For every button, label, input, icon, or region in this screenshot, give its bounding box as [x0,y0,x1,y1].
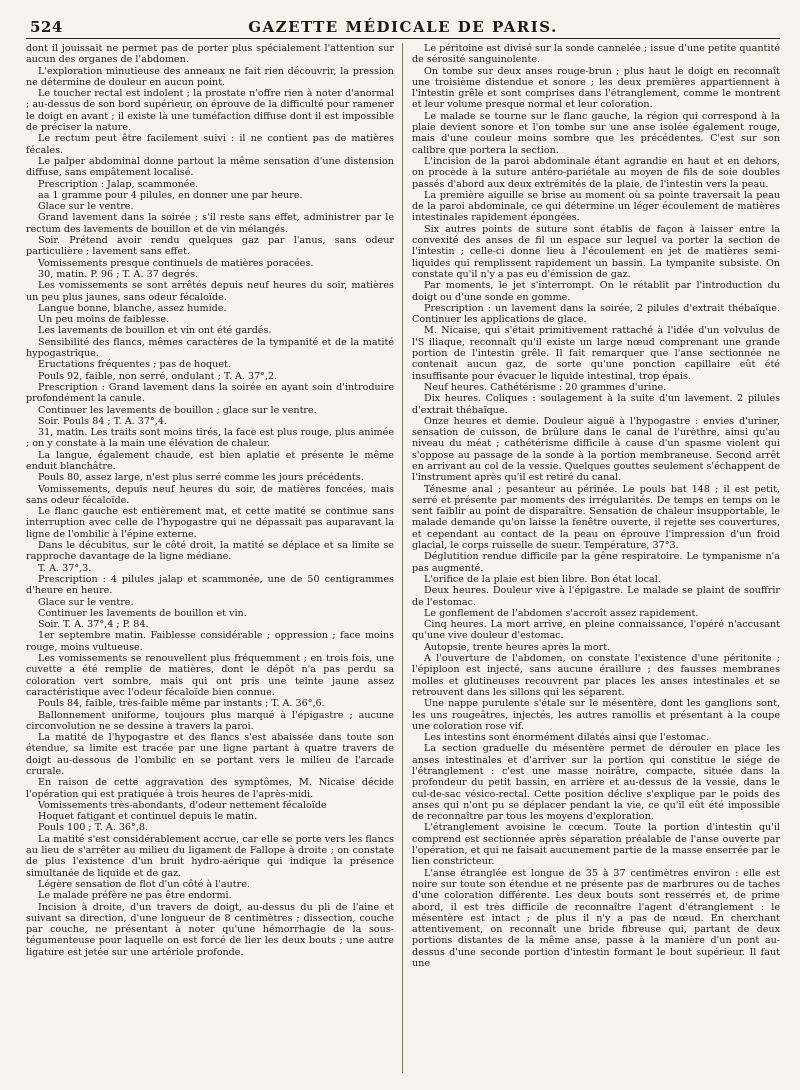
paragraph: Les vomissements se renouvellent plus fréquemment ; en trois fois, une cuvette a été remplie de matières, dont le dépôt n'a pas perdu sa coloration vert sombre, mais qui ont pris une teinte jaune assez caractéristique avec l'odeur fécaloïde bien connue. [26,653,394,698]
paragraph: Pouls 80, assez large, n'est plus serré comme les jours précédents. [38,472,364,484]
paragraph: Hoquet fatigant et continuel depuis le matin. [38,811,258,823]
paragraph: dont il jouissait ne permet pas de porter plus spécialement l'attention sur aucun des organes de l'abdomen. [26,43,394,66]
paragraph: Eructations fréquentes ; pas de hoquet. [38,359,231,371]
paragraph: T. A. 37°,3. [38,562,92,574]
paragraph: Langue bonne, blanche, assez humide. [38,302,227,314]
right-column [403,43,780,1073]
paragraph: Une nappe purulente s'étale sur le mésentère, dont les ganglions sont, les uns rougeâtres, injectés, les autres ramollis et présentant à la coupe une coloration rose vif. [412,698,780,732]
paragraph: Les vomissements se sont arrêtés depuis neuf heures du soir, matières un peu plus jaunes, sans odeur fécaloïde. [26,280,394,303]
paragraph: La section graduelle du mésentère permet de dérouler en place les anses intestinales et d'arriver sur la portion qui constitue le siége de l'étranglement : c'est une masse noirâtre, compacte, située dans la profondeur du petit bassin, en arrière et au-dessus de la vessie, dans le cul-de-sac vésico-rectal. Cette position déclive s'explique par le poids des anses qui n'ont pu se déplacer pendant la vie, ce qu'il eût été impossible de reconnaître par tous les moyens d'exploration. [412,743,780,823]
paragraph: Deux heures. Douleur vive à l'épigastre. Le malade se plaint de souffrir de l'estomac. [412,585,780,608]
paragraph: On tombe sur deux anses rouge-brun ; plus haut le doigt en reconnaît une troisième distendue et sonore ; les deux premières appartiennent à l'intestin grêle et sont comprises dans l'étranglement, comme le montrent et leur volume presque normal et leur coloration. [412,65,780,111]
paragraph: Le malade se tourne sur le flanc gauche, la région qui correspond à la plaie devient sonore et l'on tombe sur une anse isolée également rouge, mais d'une couleur moins sombre que les précédentes. C'est sur son calibre que portera la section. [412,110,780,156]
paragraph: Le péritoine est divisé sur la sonde cannelée ; issue d'une petite quantité de sérosité sanguinolente. [412,43,780,66]
paragraph: Incision à droite, d'un travers de doigt, au-dessus du pli de l'aine et suivant sa direction, d'une longueur de 8 centimètres ; dissection, couche par couche, ne présentant à noter qu'une hémorrhagie de la sous-tégumenteuse pour laquelle on est forcé de lier les deux bouts ; une autre ligature est jetée sur une artériole profonde. [26,901,394,958]
paragraph: Par moments, le jet s'interrompt. On le rétablit par l'introduction du doigt ou d'une sonde en gomme. [412,280,780,303]
paragraph: Prescription : Jalap, scammonée. [38,178,199,190]
paragraph: Prescription : Grand lavement dans la soirée en ayant soin d'introduire profondément la canule. [26,381,394,405]
text-columns [26,43,780,1073]
running-title: GAZETTE MÉDICALE DE PARIS. [248,18,558,36]
paragraph: Grand lavement dans la soirée ; s'il reste sans effet, administrer par le rectum des lavements de bouillon et de vin mélangés. [26,212,394,235]
paragraph: Continuer les lavements de bouillon et vin. [38,607,247,619]
page-number: 524 [30,18,63,36]
paragraph: La matité de l'hypogastre et des flancs s'est abaissée dans toute son étendue, sa limite est tracée par une ligne partant à quatre travers de doigt au-dessous de l'ombilic en se portant vers le milieu de l'arcade crurale. [26,732,394,777]
paragraph: Vomissements, depuis neuf heures du soir, de matières foncées, mais sans odeur fécaloïde. [26,483,394,506]
paragraph: Autopsie, trente heures après la mort. [424,641,611,653]
paragraph: Pouls 92, faible, non serré, ondulant ; T. A. 37°,2. [38,370,278,382]
paragraph: 31, matin. Les traits sont moins tirés, la face est plus rouge, plus animée ; on y constate à la main une élévation de chaleur. [26,427,394,450]
paragraph: Le flanc gauche est entièrement mat, et cette matité se continue sans interruption avec celle de l'hypogastre qui ne dépassait pas auparavant la ligne de l'ombilic à l'épine externe. [26,506,394,540]
paragraph: En raison de cette aggravation des symptômes, M. Nicaise décide l'opération qui est pratiquée à trois heures de l'après-midi. [26,777,394,800]
paragraph: Continuer les lavements de bouillon ; glace sur le ventre. [38,404,317,416]
paragraph: La langue, également chaude, est bien aplatie et présente le même enduit blanchâtre. [26,449,394,472]
paragraph: Un peu moins de faiblesse. [38,314,170,326]
paragraph: Prescription : 4 pilules jalap et scammonée, une de 50 centigrammes d'heure en heure. [26,573,394,597]
paragraph: Sensibilité des flancs, mêmes caractères de la tympanité et de la matité hypogastrique. [26,336,394,360]
left-column [26,43,403,1073]
paragraph: Le rectum peut être facilement suivi : il ne contient pas de matières fécales. [26,133,394,156]
paragraph: Les intestins sont énormément dilatés ainsi que l'estomac. [424,732,710,744]
paragraph: M. Nicaise, qui s'était primitivement rattaché à l'idée d'un volvulus de l'S iliaque, reconnaît qu'il existe un large nœud comprenant une grande portion de l'intestin grêle. Il fait remarquer que l'anse sectionnée ne contenait aucun gaz, de sorte qu'une ponction capillaire eût été insuffisante pour évacuer le liquide intestinal, trop épais. [412,325,780,382]
paragraph: aa 1 gramme pour 4 pilules, en donner une par heure. [38,189,303,201]
paragraph: Le malade préfère ne pas être endormi. [38,890,232,902]
paragraph: L'étranglement avoisine le cœcum. Toute la portion d'intestin qu'il comprend est sectionnée après séparation préalable de l'anse ouverte par l'opération, et qui ne faisait aucunement partie de la masse enserrée par le lien constricteur. [412,822,780,868]
paragraph: La matité s'est considérablement accrue, car elle se porte vers les flancs au lieu de s'arrêter au milieu du ligament de Fallope à droite ; on constate de plus l'existence d'un bruit hydro-aérique qui indique la présence simultanée de liquide et de gaz. [26,833,394,879]
paragraph: L'exploration minutieuse des anneaux ne fait rien découvrir, la pression ne détermine de douleur en aucun point. [26,65,394,88]
paragraph: Pouls 100 ; T. A. 36°,8. [38,822,149,834]
paragraph: Soir. Pouls 84 ; T. A. 37°,4. [38,415,167,427]
paragraph: Glace sur le ventre. [38,596,134,608]
paragraph: Prescription : un lavement dans la soirée, 2 pilules d'extrait thébaïque. Continuer les applications de glace. [412,302,780,326]
paragraph: Déglutition rendue difficile par la gêne respiratoire. Le tympanisme n'a pas augmenté. [412,551,780,574]
paragraph: La première aiguille se brise au moment où sa pointe traversait la peau de la paroi abdominale, ce qui détermine un léger écoulement de matières intestinales rapidement épongées. [412,189,780,224]
paragraph: Dans le décubitus, sur le côté droit, la matité se déplace et sa limite se rapproche davantage de la ligne médiane. [26,540,394,563]
paragraph: L'incision de la paroi abdominale étant agrandie en haut et en dehors, on procède à la suture antéro-pariétale au moyen de fils de soie doubles passés d'abord aux deux extrémités de la plaie, de l'intestin vers la peau. [412,155,780,190]
paragraph: Le toucher rectal est indolent ; la prostate n'offre rien à noter d'anormal ; au-dessus de son bord supérieur, on éprouve de la difficulté pour ramener le doigt en avant ; il existe là une tuméfaction diffuse dont il est impossible de préciser la nature. [26,88,394,134]
page-header [26,12,780,39]
paragraph: L'orifice de la plaie est bien libre. Bon état local. [424,573,661,585]
paragraph: Onze heures et demie. Douleur aiguë à l'hypogastre : envies d'uriner, sensation de cuisson, de brûlure dans le canal de l'urèthre, ainsi qu'au niveau du méat ; cathétérisme difficile à cause d'un spasme violent qui s'oppose au passage de la sonde à la portion membraneuse. Second arrêt en arrivant au col de la vessie. Quelques gouttes seulement s'échappent de l'instrument après qu'il est retiré du canal. [412,415,780,484]
paragraph: Glace sur le ventre. [38,201,134,213]
paragraph: Neuf heures. Cathétérisme : 20 grammes d'urine. [424,381,667,393]
paragraph: Vomissements très-abondants, d'odeur nettement fécaloïde [38,799,327,811]
paragraph: Cinq heures. La mort arrive, en pleine connaissance, l'opéré n'accusant qu'une vive douleur d'estomac. [412,619,780,642]
paragraph: Vomissements presque continuels de matières poracées. [38,257,314,269]
paragraph: Les lavements de bouillon et vin ont été gardés. [38,325,272,337]
paragraph: Pouls 84, faible, très-faible même par instants ; T. A. 36°,6. [38,698,325,710]
paragraph: Légère sensation de flot d'un côté à l'autre. [38,878,250,890]
paragraph: 30, matin. P. 96 ; T. A. 37 degrés. [38,268,199,280]
paragraph: L'anse étranglée est longue de 35 à 37 centimètres environ : elle est noire sur toute son étendue et ne présente pas de marbrures ou de taches d'une coloration différente. Les deux bouts sont resserrés et, de prime abord, il est très difficile de reconnaître l'agent d'étranglement : le mésentère est intact ; de plus il n'y a pas de nœud. En cherchant attentivement, on reconnaît une bride fibreuse qui, partant de deux portions distantes de la même anse, passe à la manière d'un pont au-dessus d'une seconde portion d'intestin formant le bout supérieur. Il faut une [412,867,780,970]
paragraph: A l'ouverture de l'abdomen, on constate l'existence d'une péritonite ; l'épiploon est injecté, sans aucune éraillure ; des fausses membranes molles et glutineuses recouvrent par places les anses intestinales et se retrouvent dans les sillons qui les séparent. [412,653,780,698]
paragraph: Dix heures. Coliques : soulagement à la suite d'un lavement. 2 pilules d'extrait thébaïque. [412,393,780,416]
paragraph: Soir. T. A. 37°,4 ; P. 84. [38,619,149,631]
paragraph: Le palper abdominal donne partout la même sensation d'une distension diffuse, sans empâtement localisé. [26,155,394,179]
paragraph: Le gonflement de l'abdomen s'accroît assez rapidement. [424,607,699,619]
paragraph: Soir. Prétend avoir rendu quelques gaz par l'anus, sans odeur particulière ; lavement sans effet. [26,235,394,258]
paragraph: 1er septembre matin. Faiblesse considérable ; oppression ; face moins rouge, moins vultueuse. [26,630,394,653]
paragraph: Ballonnement uniforme, toujours plus marqué à l'épigastre ; aucune circonvolution ne se dessine à travers la paroi. [26,709,394,732]
paragraph: Ténesme anal ; pesanteur au périnée. Le pouls bat 148 ; il est petit, serré et présente par moments des irrégularités. De temps en temps on le sent faiblir au point de disparaître. Sensation de chaleur insupportable, le malade demande qu'on laisse la fenêtre ouverte, il rejette ses couvertures, et cependant au contact de la peau on éprouve l'impression d'un froid glacial, le corps ruisselle de sueur. Température, 37°3. [412,483,780,552]
paragraph: Six autres points de suture sont établis de façon à laisser entre la convexité des anses de fil un espace sur lequel va porter la section de l'intestin ; celle-ci donne lieu à l'écoulement en jet de matières semi-liquides qui remplissent rapidement un bassin. La tympanite subsiste. On constate qu'il n'y a pas eu d'émission de gaz. [412,223,780,280]
